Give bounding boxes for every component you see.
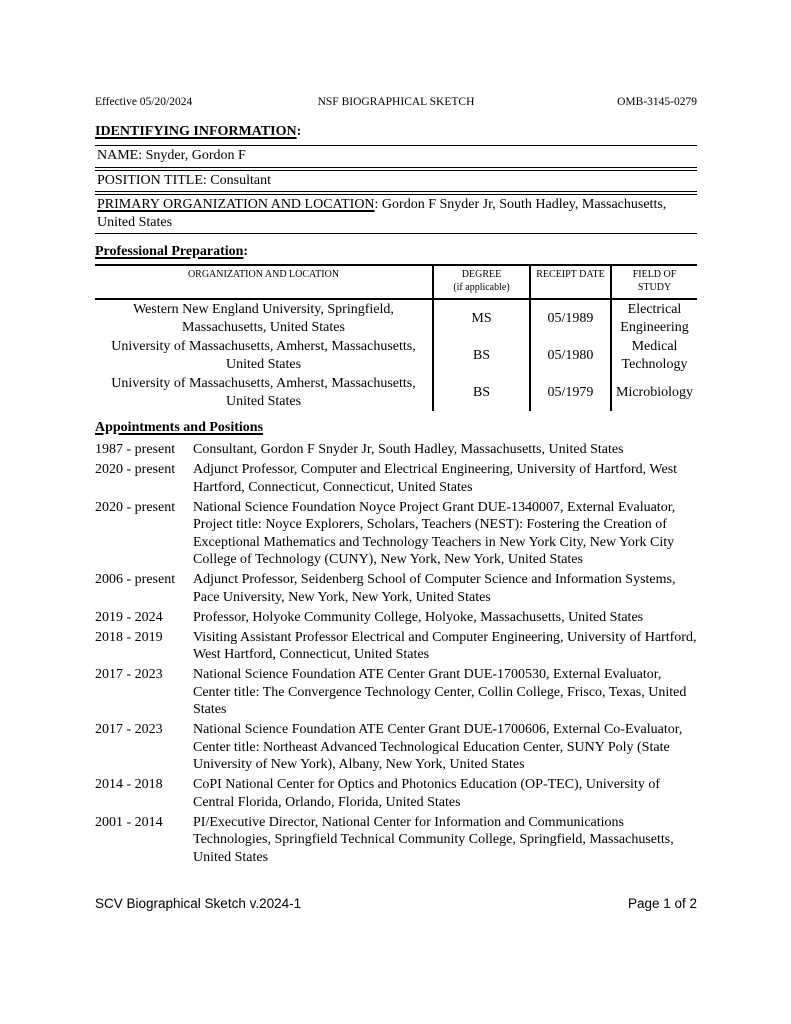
column-header-degree: DEGREE (if applicable)	[434, 266, 531, 300]
position-title-label: POSITION TITLE:	[97, 172, 207, 188]
column-header-field-of-study: FIELD OF STUDY	[612, 266, 697, 300]
appointment-description: Visiting Assistant Professor Electrical and Computer Engineering, University of Hartford, West Hartford, Connecticut, United States	[193, 629, 697, 662]
appointment-description: Consultant, Gordon F Snyder Jr, South Hadley, Massachusetts, United States	[193, 442, 624, 457]
appointment-item	[95, 609, 697, 627]
table-cell-receipt-date: 05/1979	[531, 374, 612, 411]
appointment-description: CoPI National Center for Optics and Photonics Education (OP-TEC), University of Central Florida, Orlando, Florida, United States	[193, 777, 660, 810]
table-cell-field-of-study: Medical Technology	[621, 339, 688, 372]
effective-date: Effective 05/20/2024	[95, 96, 193, 108]
position-title-value: Consultant	[210, 172, 271, 188]
table-cell-degree: BS	[434, 374, 531, 411]
appointment-item	[95, 721, 697, 774]
document-footer	[95, 896, 697, 912]
appointment-period: 2019 - 2024	[95, 609, 163, 625]
appointment-item	[95, 629, 697, 664]
primary-organization-label: PRIMARY ORGANIZATION AND LOCATION	[97, 197, 375, 212]
name-value: Snyder, Gordon F	[145, 148, 246, 163]
primary-organization-row	[95, 194, 697, 234]
appointment-item	[95, 499, 697, 569]
footer-page-number: Page 1 of 2	[627, 896, 697, 911]
name-row	[95, 145, 697, 168]
appointment-description: National Science Foundation ATE Center Grant DUE-1700606, External Co-Evaluator, Center title: Northeast Advanced Technological Education Center, SUNY Poly (State University of New York), Albany, New York, United States	[193, 722, 683, 772]
table-cell-field-of-study: Electrical Engineering	[620, 302, 689, 335]
appointment-period: 2020 - present	[95, 499, 176, 515]
appointment-item	[95, 776, 697, 811]
table-cell-organization: Western New England University, Springfield, Massachusetts, United States	[95, 300, 434, 337]
appointment-period: 2006 - present	[95, 572, 176, 587]
document-title: NSF BIOGRAPHICAL SKETCH	[317, 96, 475, 108]
footer-version: SCV Biographical Sketch v.2024-1	[95, 896, 302, 911]
column-header-receipt-date: RECEIPT DATE	[531, 266, 612, 300]
appointment-period: 2017 - 2023	[95, 722, 163, 737]
table-cell-degree: BS	[434, 337, 531, 374]
position-title-row	[95, 170, 697, 193]
appointment-period: 1987 - present	[95, 442, 176, 457]
table-cell-field-of-study: Microbiology	[616, 384, 693, 400]
appointment-description: PI/Executive Director, National Center for Information and Communications Technologies, Springfield Technical Community College, Springfield, Massachusetts, United States	[193, 814, 674, 865]
appointments-heading: Appointments and Positions	[95, 420, 264, 435]
appointment-description: Adjunct Professor, Computer and Electrical Engineering, University of Hartford, West Hartford, Connecticut, Connecticut, United States	[193, 462, 678, 495]
professional-preparation-table	[95, 264, 697, 411]
document-header	[95, 96, 697, 109]
appointment-item	[95, 571, 697, 606]
appointment-item	[95, 666, 697, 719]
appointment-period: 2014 - 2018	[95, 777, 163, 792]
appointment-period: 2018 - 2019	[95, 629, 163, 645]
appointment-description: National Science Foundation Noyce Project Grant DUE-1340007, External Evaluator, Project title: Noyce Explorers, Scholars, Teachers (NEST): Fostering the Creation of Exceptional Mathematics and Technology Teachers in New York City, New York City College of Technology (CUNY), New York, New York, United States	[193, 499, 676, 567]
professional-preparation-heading: Professional Preparation:	[95, 244, 249, 259]
primary-organization-value: : Gordon F Snyder Jr, South Hadley, Massachusetts, United States	[97, 197, 667, 230]
appointment-item	[95, 441, 697, 459]
appointment-description: National Science Foundation ATE Center Grant DUE-1700530, External Evaluator, Center title: The Convergence Technology Center, Collin College, Frisco, Texas, United States	[193, 667, 687, 717]
table-cell-receipt-date: 05/1989	[531, 300, 612, 337]
table-cell-organization: University of Massachusetts, Amherst, Massachusetts, United States	[95, 374, 434, 411]
column-header-organization: ORGANIZATION AND LOCATION	[95, 266, 434, 300]
appointment-period: 2001 - 2014	[95, 814, 163, 830]
appointment-item	[95, 461, 697, 496]
appointment-description: Adjunct Professor, Seidenberg School of Computer Science and Information Systems, Pace University, New York, New York, United States	[193, 572, 676, 605]
appointment-period: 2020 - present	[95, 462, 176, 477]
identifying-information-heading: IDENTIFYING INFORMATION:	[95, 124, 302, 139]
table-cell-organization: University of Massachusetts, Amherst, Massachusetts, United States	[95, 337, 434, 374]
appointments-list	[95, 441, 697, 866]
appointment-item	[95, 814, 697, 867]
appointment-description: Professor, Holyoke Community College, Holyoke, Massachusetts, United States	[193, 609, 644, 625]
name-label: NAME:	[97, 148, 143, 163]
appointment-period: 2017 - 2023	[95, 667, 163, 682]
table-cell-receipt-date: 05/1980	[531, 337, 612, 374]
table-cell-degree: MS	[434, 300, 531, 337]
omb-number: OMB-3145-0279	[617, 96, 697, 108]
